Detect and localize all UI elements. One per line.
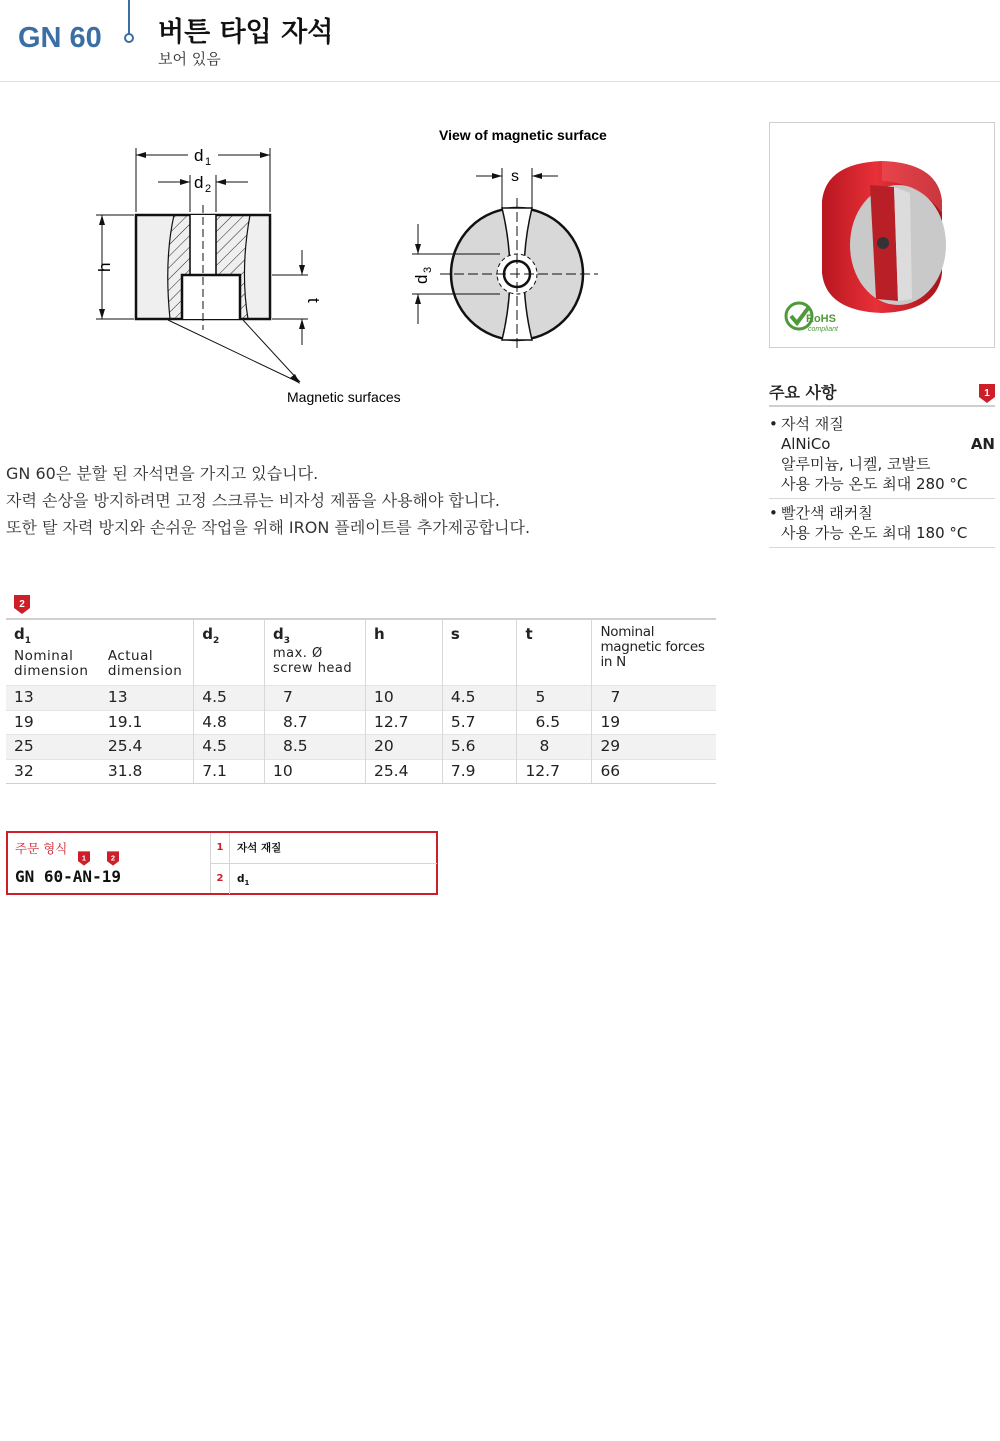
badge-shield-icon [979,384,995,403]
cell: 4.5 [442,686,517,711]
key-features-badge [979,384,995,407]
product-photo [769,122,995,348]
leader-line-1 [168,320,298,382]
dim-d1-sub: 1 [205,156,212,168]
cell: 5 [517,686,592,711]
cell: 7.9 [442,759,517,784]
cell: 12.7 [517,759,592,784]
cell: 4.5 [194,735,265,760]
cell: 4.8 [194,710,265,735]
dim-d3-label: d [412,274,431,284]
ordering-legend-row [211,833,437,864]
cell: 25.4 [100,735,194,760]
col-header-d3: $d_3$ max. Ø screw head [264,619,365,686]
cell: 7 [264,686,365,711]
badge-shield-icon [107,851,119,866]
key-feature-code: AN [970,435,995,453]
badge-shield-icon [78,851,90,866]
key-feature-item [769,503,995,548]
cell: 8.7 [264,710,365,735]
col-header-d2: $d_2$ [194,619,265,686]
cell: 12.7 [365,710,442,735]
dim-d2-label: d [194,173,204,192]
description-line: GN 60은 분할 된 자석면을 가지고 있습니다. [6,464,319,483]
key-feature-label: 자석 재질 [781,415,844,433]
col-header-d1: $d_1$ [6,619,194,649]
rohs-sub-label: compliant [808,326,838,333]
description-line: 또한 탈 자력 방지와 손쉬운 작업을 위해 IRON 플레이트를 추가제공합니다. [6,518,531,537]
description-line: 자력 손상을 방지하려면 고정 스크류는 비자성 제품을 사용해야 합니다. [6,491,500,510]
product-code: GN 60 [18,22,102,54]
cell: 31.8 [100,759,194,784]
ordering-example [8,833,210,893]
top-view [440,198,598,350]
description [6,460,530,541]
table-row [6,686,716,711]
cell: 13 [6,686,100,711]
col-header-force: Nominal magnetic forces in N [592,619,716,686]
header-divider-dot [124,33,134,43]
header-divider [128,0,130,34]
cell: 10 [264,759,365,784]
ordering-legend [210,833,437,893]
header-rule [0,81,1000,82]
key-feature-detail: 알루미늄, 니켈, 코발트 [781,455,931,473]
ordering-label: 주문 형식 [15,841,68,856]
badge-number: 2 [110,853,116,863]
ordering-legend-text: $d_1$ [237,873,250,888]
dim-t [272,250,323,345]
table-row [6,735,716,760]
dim-d1-label: d [194,146,204,165]
bullet: • [769,504,778,522]
dim-d2-sub: 2 [205,183,212,195]
col-header-nominal: Nominal dimension [14,648,89,679]
badge-number: 2 [19,599,25,610]
cell: 19 [592,710,716,735]
leader-line-2 [243,320,300,382]
key-feature-label: 빨간색 래커칠 [781,504,873,522]
cell: 32 [6,759,100,784]
cell: 20 [365,735,442,760]
cell: 25 [6,735,100,760]
cell: 5.7 [442,710,517,735]
table-badge [14,595,30,618]
ordering-legend-num: 2 [211,864,230,894]
badge-number: 1 [984,388,990,399]
cell: 8 [517,735,592,760]
ordering-legend-text: 자석 재질 [237,842,282,854]
dim-s-label: s [511,168,519,185]
dim-t-label: t [304,298,323,303]
col-header-h: h [365,619,442,686]
key-feature-value-row [781,434,995,454]
cell: 19 [6,710,100,735]
key-features-list [769,414,995,552]
view-title: View of magnetic surface [439,127,607,143]
ordering-code: GN 60-AN-19 [15,867,121,886]
technical-drawing [90,120,650,420]
key-features-rule [769,405,995,407]
key-feature-detail: 사용 가능 온도 최대 180 °C [781,524,968,542]
table-header-row [6,619,716,649]
cell: 7 [592,686,716,711]
page-title: 버튼 타입 자석 [158,17,334,48]
badge-shield-icon [14,595,30,614]
key-feature-detail: 사용 가능 온도 최대 280 °C [781,475,968,493]
cell: 6.5 [517,710,592,735]
key-features-title: 주요 사항 [769,383,837,402]
dim-d3-sub: 3 [422,266,434,273]
badge-number: 1 [81,853,87,863]
cell: 66 [592,759,716,784]
cell: 5.6 [442,735,517,760]
key-feature-value: AlNiCo [781,435,831,453]
ordering-legend-num: 1 [211,833,230,863]
cell: 13 [100,686,194,711]
table-row [6,759,716,784]
col-header-actual: Actual dimension [107,648,183,679]
cell: 8.5 [264,735,365,760]
dim-h-label: h [95,262,114,272]
col-header-d3-note: max. Ø screw head [272,646,353,676]
cell: 10 [365,686,442,711]
dim-h [95,215,134,319]
cell: 25.4 [365,759,442,784]
cell: 7.1 [194,759,265,784]
bullet: • [769,415,778,433]
col-header-s: s [442,619,517,686]
cell: 4.5 [194,686,265,711]
col-header-t: t [517,619,592,686]
magnetic-surfaces-label: Magnetic surfaces [287,389,401,405]
ordering-legend-row [211,864,437,894]
table-row [6,710,716,735]
key-feature-item [769,414,995,499]
cell: 29 [592,735,716,760]
cell: 19.1 [100,710,194,735]
side-view [136,205,270,330]
rohs-label: RoHS [806,313,836,325]
page-subtitle: 보어 있음 [158,50,221,68]
dimension-table [6,618,716,784]
ordering-box [6,831,438,895]
